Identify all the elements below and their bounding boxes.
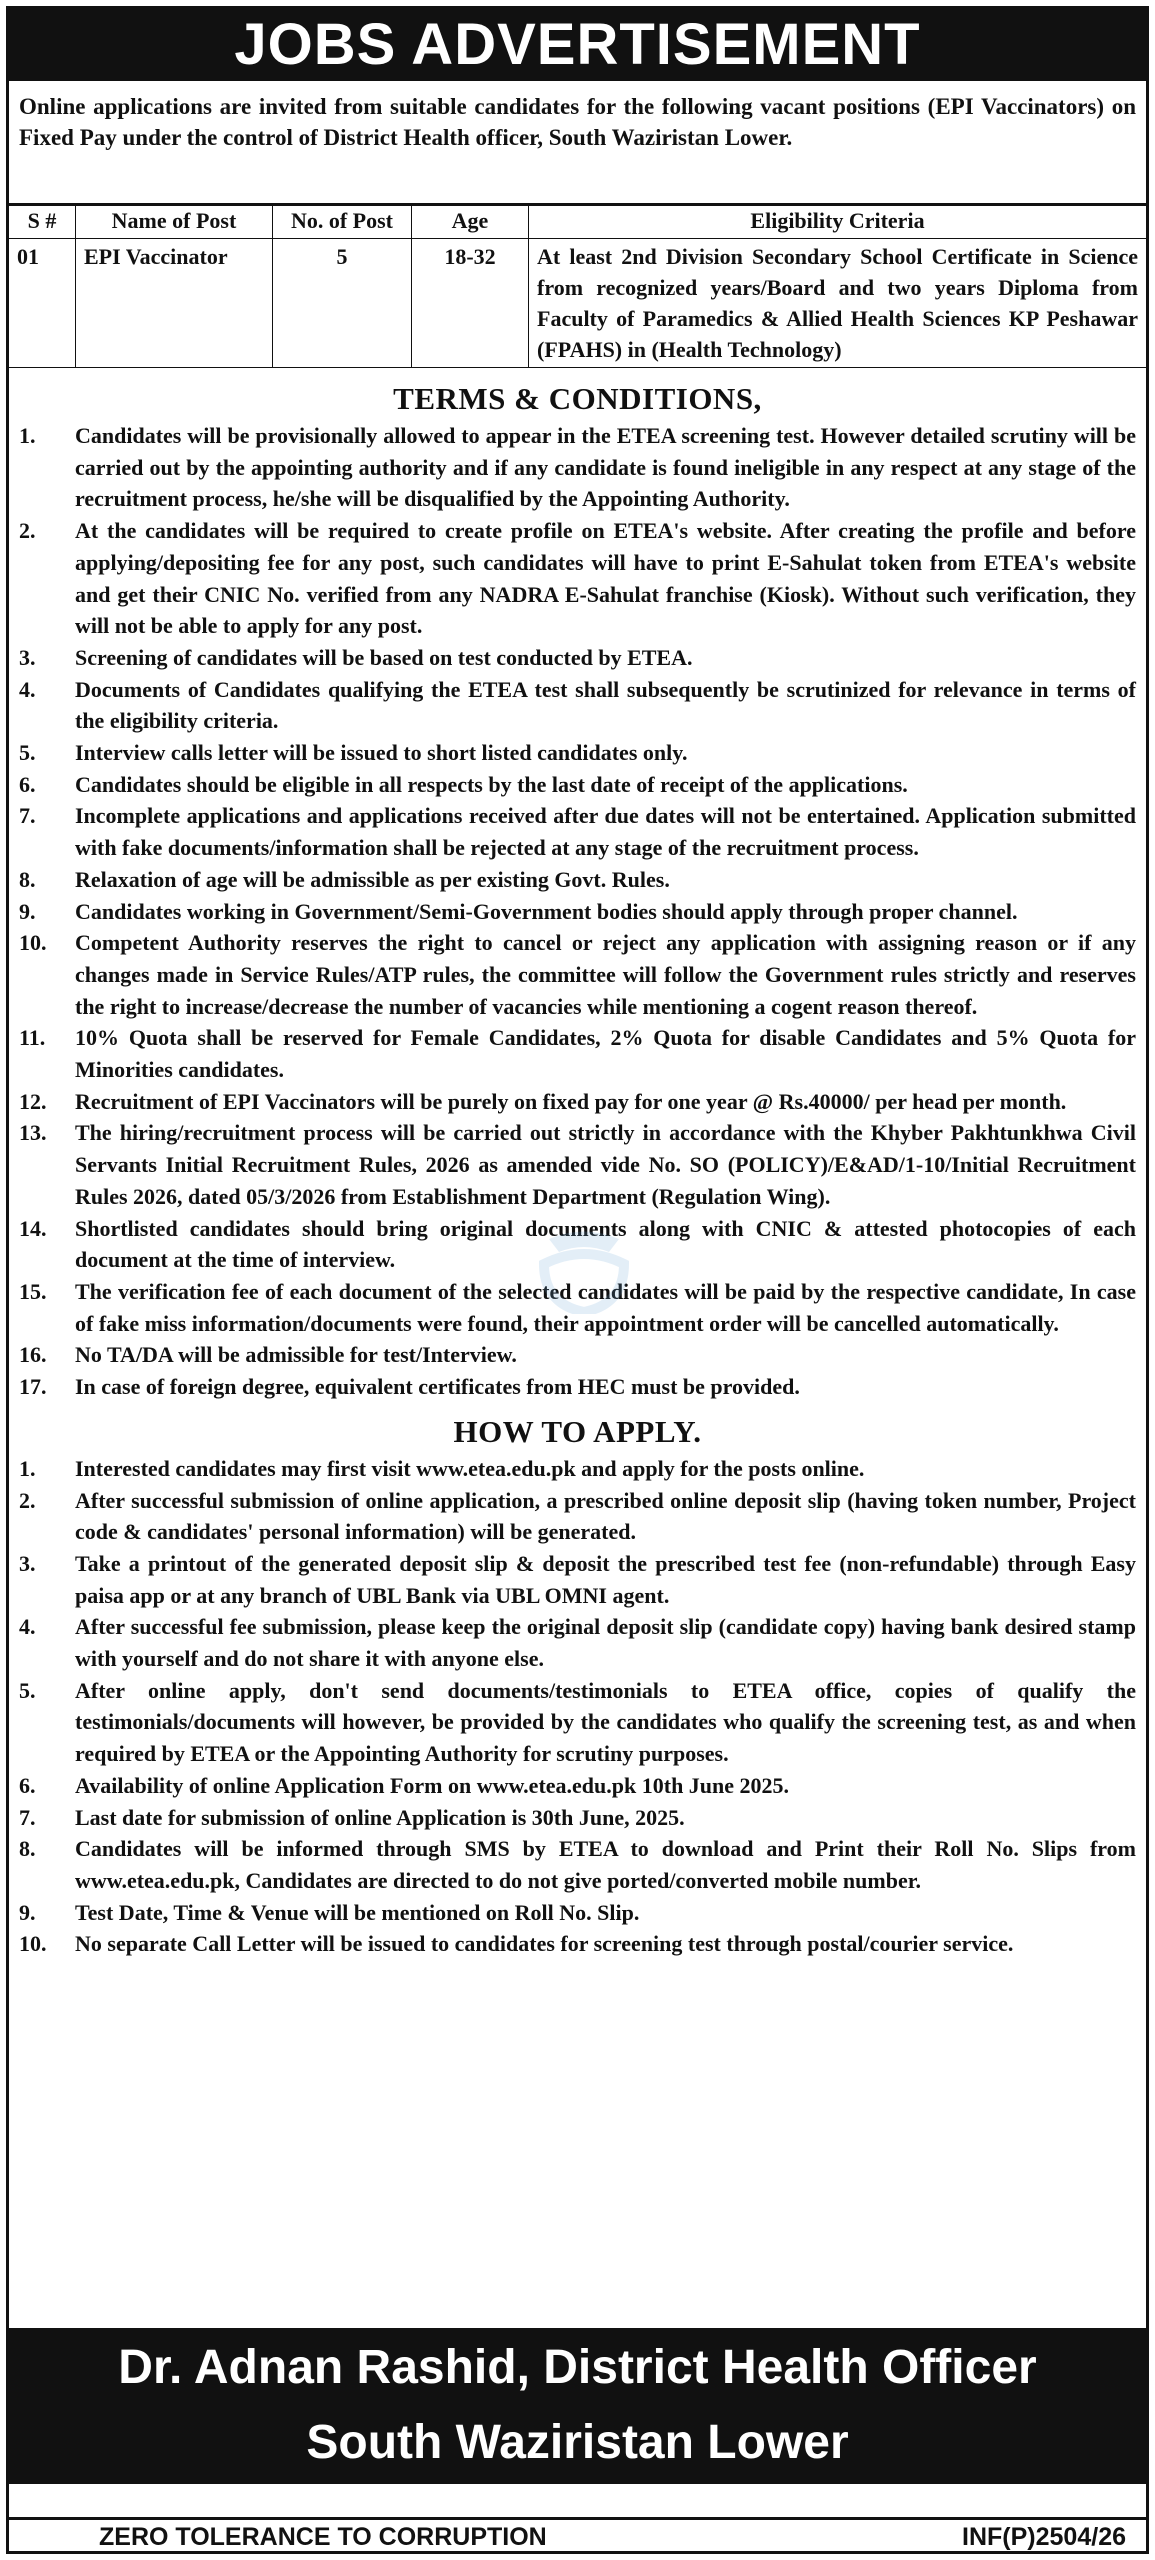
terms-item: [19, 1371, 1136, 1403]
apply-item: [19, 1453, 1136, 1485]
item-text: After successful submission of online application, a prescribed online deposit slip (having token number, Project code & candidates' personal information) will be generated.: [75, 1487, 1136, 1545]
intro-paragraph: Online applications are invited from suitable candidates for the following vacant positions (EPI Vaccinators) on Fixed Pay under the control of District Health officer, South Waziristan Lower.: [19, 94, 1136, 150]
item-text: Candidates will be informed through SMS by ETEA to download and Print their Roll No. Slips from www.etea.edu.pk, Candidates are directed to do not give ported/converted mobile number.: [75, 1836, 1136, 1893]
table-header-row: [9, 206, 1146, 239]
apply-list: [9, 1453, 1146, 1960]
terms-item: [19, 737, 1136, 769]
item-number: 3.: [19, 1550, 36, 1576]
item-number: 2.: [19, 518, 36, 544]
item-text: Availability of online Application Form on www.etea.edu.pk 10th June 2025.: [75, 1772, 790, 1798]
col-header-serial: S #: [9, 206, 76, 239]
item-text: Interview calls letter will be issued to short listed candidates only.: [75, 740, 688, 766]
item-number: 7.: [19, 1804, 36, 1830]
item-text: The hiring/recruitment process will be carried out strictly in accordance with the Khyber Pakhtunkhwa Civil Servants Initial Recruitment Rules, 2026 as amended vide No. SO (POLICY)/E&AD/1-10/Initial Recruitment Rules 2026, dated 05/3/2026 from Establishment Department (Regulation Wing).: [75, 1120, 1136, 1209]
apply-title: HOW TO APPLY.: [453, 1413, 702, 1449]
apply-item: [19, 1548, 1136, 1611]
item-number: 5.: [19, 740, 36, 766]
terms-item: [19, 927, 1136, 1022]
terms-item: [19, 1022, 1136, 1085]
signature-district: South Waziristan Lower: [9, 2408, 1146, 2484]
terms-item: [19, 1339, 1136, 1371]
item-text: Relaxation of age will be admissible as per existing Govt. Rules.: [75, 866, 670, 892]
col-header-age: Age: [412, 206, 529, 239]
item-number: 9.: [19, 898, 36, 924]
footer-slogan: ZERO TOLERANCE TO CORRUPTION: [99, 2523, 547, 2551]
cell-age: 18-32: [412, 239, 529, 368]
col-header-eligibility: Eligibility Criteria: [529, 206, 1147, 239]
vacancy-table: [9, 205, 1146, 368]
item-text: Take a printout of the generated deposit slip & deposit the prescribed test fee (non-refundable) through Easy paisa app or at any branch of UBL Bank via UBL OMNI agent.: [75, 1550, 1136, 1608]
item-number: 5.: [19, 1677, 36, 1703]
footer-strip: [9, 2517, 1146, 2554]
footer-reference: INF(P)2504/26: [962, 2523, 1126, 2551]
apply-item: [19, 1611, 1136, 1674]
item-number: 14.: [19, 1215, 47, 1241]
item-number: 10.: [19, 1931, 47, 1957]
item-text: 10% Quota shall be reserved for Female Candidates, 2% Quota for disable Candidates and 5% Quota for Minorities candidates.: [75, 1025, 1136, 1083]
item-number: 1.: [19, 423, 36, 448]
cell-serial: 01: [9, 239, 76, 368]
item-number: 6.: [19, 1772, 36, 1798]
item-text: After successful fee submission, please keep the original deposit slip (candidate copy) having bank desired stamp with yourself and do not share it with anyone else.: [75, 1614, 1136, 1672]
terms-title: TERMS & CONDITIONS,: [393, 381, 762, 416]
item-number: 1.: [19, 1455, 36, 1481]
terms-item: [19, 864, 1136, 896]
item-number: 13.: [19, 1120, 47, 1146]
terms-item: [19, 642, 1136, 674]
item-text: At the candidates will be required to create profile on ETEA's website. After creating the profile and before applying/depositing fee for any post, such candidates will have to print E-Sahulat token from ETEA's website and get their CNIC No. verified from any NADRA E-Sahulat franchise (Kiosk). Without such verification, they will not be able to apply for any post.: [75, 518, 1136, 639]
terms-item: [19, 674, 1136, 737]
cell-post-count: 5: [273, 239, 412, 368]
item-number: 9.: [19, 1899, 36, 1925]
item-number: 11.: [19, 1025, 46, 1051]
item-number: 15.: [19, 1278, 47, 1304]
terms-item: [19, 1117, 1136, 1212]
item-number: 10.: [19, 930, 47, 956]
item-number: 4.: [19, 1614, 36, 1640]
item-text: No separate Call Letter will be issued to candidates for screening test through postal/courier service.: [75, 1931, 1014, 1957]
apply-item: [19, 1485, 1136, 1548]
terms-item: [19, 800, 1136, 863]
item-text: Recruitment of EPI Vaccinators will be purely on fixed pay for one year @ Rs.40000/ per head per month.: [75, 1088, 1067, 1114]
terms-item: [19, 420, 1136, 515]
table-row: [9, 239, 1146, 368]
item-text: Incomplete applications and applications received after due dates will not be entertained. Application submitted with fake documents/information shall be rejected at any stage of the recruitment process.: [75, 803, 1136, 861]
apply-item: [19, 1928, 1136, 1960]
advertisement-title: JOBS ADVERTISEMENT: [9, 9, 1146, 81]
cell-post-name: EPI Vaccinator: [76, 239, 273, 368]
item-number: 2.: [19, 1487, 36, 1513]
apply-item: [19, 1833, 1136, 1896]
col-header-post-count: No. of Post: [273, 206, 412, 239]
item-number: 16.: [19, 1342, 47, 1368]
signature-name: Dr. Adnan Rashid, District Health Officer: [9, 2328, 1146, 2408]
item-text: Documents of Candidates qualifying the ETEA test shall subsequently be scrutinized for relevance in terms of the eligibility criteria.: [75, 676, 1136, 734]
watermark-logo-icon: [529, 1224, 639, 1314]
item-text: Last date for submission of online Application is 30th June, 2025.: [75, 1804, 685, 1830]
terms-item: [19, 896, 1136, 928]
apply-item: [19, 1675, 1136, 1770]
cell-eligibility: At least 2nd Division Secondary School Certificate in Science from recognized years/Board and two years Diploma from Faculty of Paramedics & Allied Health Sciences KP Peshawar (FPAHS) in (Health Technology): [529, 239, 1147, 368]
col-header-post-name: Name of Post: [76, 206, 273, 239]
item-text: The verification fee of each document of the selected candidates will be paid by the respective candidate, In case of fake miss information/documents were found, their appointment order will be cancelled automatically.: [75, 1278, 1136, 1336]
apply-item: [19, 1897, 1136, 1929]
item-number: 8.: [19, 1836, 36, 1862]
item-text: In case of foreign degree, equivalent certificates from HEC must be provided.: [75, 1374, 800, 1400]
item-text: Candidates should be eligible in all respects by the last date of receipt of the applications.: [75, 771, 908, 797]
item-number: 12.: [19, 1088, 47, 1114]
apply-item: [19, 1802, 1136, 1834]
item-number: 7.: [19, 803, 36, 829]
item-number: 3.: [19, 644, 36, 670]
item-number: 4.: [19, 676, 36, 702]
item-text: Competent Authority reserves the right to cancel or reject any application with assigning reason or if any changes made in Service Rules/ATP rules, the committee will follow the Government rules strictly and reserves the right to increase/decrease the number of vacancies while mentioning a cogent reason thereof.: [75, 930, 1136, 1019]
item-text: Screening of candidates will be based on test conducted by ETEA.: [75, 644, 693, 670]
terms-item: [19, 769, 1136, 801]
item-text: Candidates will be provisionally allowed to appear in the ETEA screening test. However detailed scrutiny will be carried out by the appointing authority and if any candidate is found ineligible in any respect at any stage of the recruitment process, he/she will be disqualified by the Appointing Authority.: [75, 423, 1136, 512]
item-number: 8.: [19, 866, 36, 892]
item-text: Interested candidates may first visit www.etea.edu.pk and apply for the posts online.: [75, 1455, 865, 1481]
item-text: No TA/DA will be admissible for test/Interview.: [75, 1342, 517, 1368]
apply-item: [19, 1770, 1136, 1802]
terms-item: [19, 1086, 1136, 1118]
terms-item: [19, 515, 1136, 642]
item-text: Shortlisted candidates should bring original documents along with CNIC & attested photocopies of each document at the time of interview.: [75, 1215, 1136, 1273]
item-text: Test Date, Time & Venue will be mentioned on Roll No. Slip.: [75, 1899, 640, 1925]
advertisement-frame: [6, 6, 1149, 2554]
item-text: Candidates working in Government/Semi-Government bodies should apply through proper channel.: [75, 898, 1018, 924]
item-number: 17.: [19, 1374, 47, 1400]
item-text: After online apply, don't send documents/testimonials to ETEA office, copies of qualify the testimonials/documents will however, be provided by the candidates who qualify the screening test, as and when required by ETEA or the Appointing Authority for scrutiny purposes.: [75, 1677, 1136, 1767]
item-number: 6.: [19, 771, 36, 797]
